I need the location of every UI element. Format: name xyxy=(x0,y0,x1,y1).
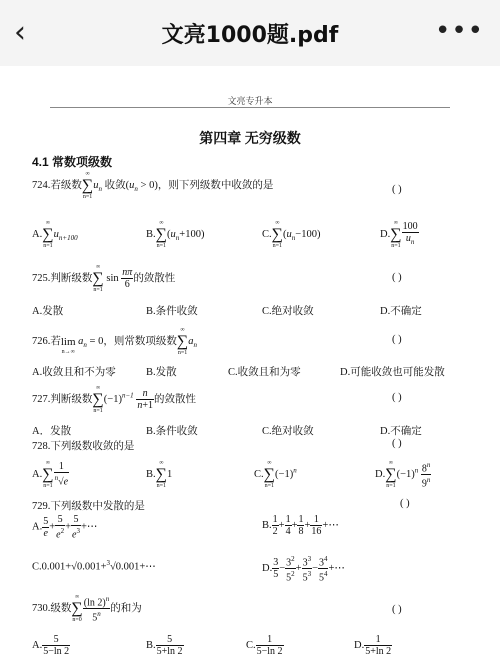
option-727-b: B.条件收敛 xyxy=(146,426,198,437)
option-728-a: A. ∞ ∑ n=1 $\frac{1}{^n√e}$ xyxy=(32,460,69,489)
page-header: 文亮专升本 xyxy=(227,96,273,106)
question-727-stem: 727.判断级数 ∞ ∑ n=1 $(-1)^{n-1}$ $\frac{n}{n+1}$ 的敛散性 xyxy=(32,385,196,414)
more-options-icon[interactable]: ••• xyxy=(434,16,484,46)
option-724-a: A. ∞ ∑ n=1 $u_{n+100}$ xyxy=(32,220,78,249)
option-728-d: D. ∞ ∑ n=1 $(-1)^n$ $\frac{8^n}{9^n}$ xyxy=(375,460,431,490)
answer-blank-724: ( ) xyxy=(392,184,402,195)
back-icon[interactable]: ‹ xyxy=(14,15,26,50)
option-729-d: D. $\frac{3}{5}$ − $\frac{3^2}{5^2}$ + $\frac{3^3}{5^3}$ − $\frac{3^4}{5^4}$ +⋯ xyxy=(262,555,345,584)
option-726-a: A.收敛且和不为零 xyxy=(32,367,116,378)
answer-blank-727: ( ) xyxy=(392,392,402,403)
answer-blank-726: ( ) xyxy=(392,334,402,345)
option-724-d: D. ∞ ∑ n=1 $\frac{100}{u_n}$ xyxy=(380,220,418,249)
answer-blank-725: ( ) xyxy=(392,272,402,283)
option-725-a: A.发散 xyxy=(32,306,64,317)
option-725-c: C.绝对收敛 xyxy=(262,306,314,317)
pdf-page[interactable] xyxy=(0,66,500,662)
answer-blank-728: ( ) xyxy=(392,438,402,449)
section-title: 4.1 常数项级数 xyxy=(32,155,113,169)
option-726-c: C.收敛且和为零 xyxy=(228,367,301,378)
option-727-c: C.绝对收敛 xyxy=(262,426,314,437)
option-727-d: D.不确定 xyxy=(380,426,422,437)
option-730-c: C. $\frac{1}{5-\ln 2}$ xyxy=(246,634,283,657)
option-729-c: C.0.001+√0.001+$^3$√0.001+⋯ xyxy=(32,559,156,573)
answer-blank-730: ( ) xyxy=(392,604,402,615)
option-730-b: B. $\frac{5}{5+\ln 2}$ xyxy=(146,634,183,657)
option-729-b: B. $\frac{1}{2}$ + $\frac{1}{4}$ + $\frac{1}{8}$ + $\frac{1}{16}$ +⋯ xyxy=(262,514,339,537)
option-725-b: B.条件收敛 xyxy=(146,306,198,317)
option-724-b: B. ∞ ∑ n=1 $(u_n+100)$ xyxy=(146,220,205,249)
question-724-stem: 724.若级数 ∞ ∑ n=1 $u_n$ 收敛$(u_n > 0)$，则下列级数中收敛的是 xyxy=(32,171,274,200)
top-bar xyxy=(0,0,500,66)
option-730-d: D. $\frac{1}{5+\ln 2}$ xyxy=(354,634,392,657)
option-724-c: C. ∞ ∑ n=1 $(u_n-100)$ xyxy=(262,220,321,249)
chapter-title: 第四章 无穷级数 xyxy=(199,132,301,147)
option-725-d: D.不确定 xyxy=(380,306,422,317)
question-725-stem: 725.判断级数 ∞ ∑ n=1 sin $\frac{n\pi}{6}$ 的敛散性 xyxy=(32,264,176,293)
question-726-stem: 726.若 lim n→∞ $a_n = 0$，则常数项级数 ∞ ∑ n=1 $a_n$ xyxy=(32,327,197,356)
option-726-b: B.发散 xyxy=(146,367,177,378)
question-730-stem: 730.级数 ∞ ∑ n=0 $\frac{(\ln 2)^n}{5^n}$ 的和为 xyxy=(32,594,142,624)
header-rule xyxy=(50,107,450,108)
option-728-c: C. ∞ ∑ n=1 $(-1)^n$ xyxy=(254,460,297,489)
option-727-a: A．发散 xyxy=(32,426,72,437)
option-730-a: A. $\frac{5}{5-\ln 2}$ xyxy=(32,634,70,657)
question-729-stem: 729.下列级数中发散的是 xyxy=(32,501,145,512)
option-726-d: D.可能收敛也可能发散 xyxy=(340,367,445,378)
answer-blank-729: ( ) xyxy=(400,498,410,509)
document-title: 文亮1000题.pdf xyxy=(161,23,339,48)
question-728-stem: 728.下列级数收敛的是 xyxy=(32,441,135,452)
option-728-b: B. ∞ ∑ n=1 1 xyxy=(146,460,173,489)
option-729-a: A. $\frac{5}{e}$ + $\frac{5}{e^2}$ + $\frac{5}{e^3}$ +⋯ xyxy=(32,514,98,541)
